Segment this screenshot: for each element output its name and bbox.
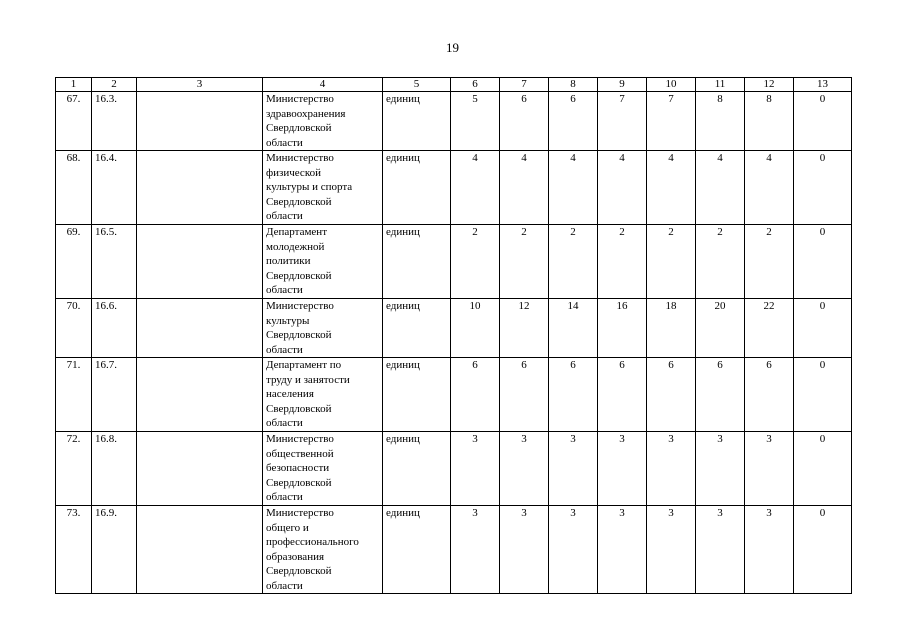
value-cell: 0	[794, 432, 852, 506]
column-header: 10	[647, 78, 696, 92]
row-number-cell: 72.	[56, 432, 92, 506]
value-cell: 2	[696, 225, 745, 299]
organization-cell: Министерство культуры Свердловской области	[263, 299, 383, 358]
column-header: 6	[451, 78, 500, 92]
row-number-cell: 68.	[56, 151, 92, 225]
value-cell: 3	[500, 432, 549, 506]
value-cell: 3	[598, 432, 647, 506]
organization-cell: Министерство общественной безопасности Свердловской области	[263, 432, 383, 506]
value-cell: 20	[696, 299, 745, 358]
value-cell: 22	[745, 299, 794, 358]
table-row	[56, 432, 852, 506]
value-cell: 5	[451, 92, 500, 151]
organization-cell: Министерство общего и профессионального образования Свердловской области	[263, 506, 383, 594]
table-row	[56, 225, 852, 299]
value-cell: 3	[598, 506, 647, 594]
unit-cell: единиц	[383, 151, 451, 225]
value-cell: 4	[451, 151, 500, 225]
value-cell: 0	[794, 151, 852, 225]
value-cell: 0	[794, 358, 852, 432]
value-cell: 7	[598, 92, 647, 151]
table-row	[56, 358, 852, 432]
value-cell: 2	[451, 225, 500, 299]
table-row	[56, 92, 852, 151]
value-cell: 2	[549, 225, 598, 299]
column-header: 12	[745, 78, 794, 92]
row-code-cell: 16.4.	[92, 151, 137, 225]
unit-cell: единиц	[383, 358, 451, 432]
value-cell: 12	[500, 299, 549, 358]
value-cell: 3	[451, 506, 500, 594]
page-number: 19	[446, 40, 459, 55]
value-cell: 6	[598, 358, 647, 432]
table-row	[56, 151, 852, 225]
column-header: 2	[92, 78, 137, 92]
value-cell: 3	[745, 432, 794, 506]
indicator-cell	[137, 225, 263, 299]
unit-cell: единиц	[383, 432, 451, 506]
column-header: 3	[137, 78, 263, 92]
column-header: 9	[598, 78, 647, 92]
value-cell: 3	[500, 506, 549, 594]
value-cell: 7	[647, 92, 696, 151]
value-cell: 4	[745, 151, 794, 225]
value-cell: 3	[696, 432, 745, 506]
value-cell: 4	[647, 151, 696, 225]
value-cell: 0	[794, 506, 852, 594]
unit-cell: единиц	[383, 225, 451, 299]
value-cell: 3	[696, 506, 745, 594]
value-cell: 4	[696, 151, 745, 225]
row-code-cell: 16.9.	[92, 506, 137, 594]
value-cell: 6	[696, 358, 745, 432]
value-cell: 14	[549, 299, 598, 358]
value-cell: 3	[745, 506, 794, 594]
value-cell: 16	[598, 299, 647, 358]
row-code-cell: 16.7.	[92, 358, 137, 432]
value-cell: 0	[794, 225, 852, 299]
row-number-cell: 71.	[56, 358, 92, 432]
value-cell: 2	[647, 225, 696, 299]
unit-cell: единиц	[383, 299, 451, 358]
column-header: 4	[263, 78, 383, 92]
indicator-cell	[137, 358, 263, 432]
value-cell: 18	[647, 299, 696, 358]
row-number-cell: 73.	[56, 506, 92, 594]
value-cell: 3	[647, 506, 696, 594]
value-cell: 6	[451, 358, 500, 432]
column-header: 1	[56, 78, 92, 92]
organization-cell: Департамент молодежной политики Свердловской области	[263, 225, 383, 299]
value-cell: 3	[549, 432, 598, 506]
value-cell: 0	[794, 299, 852, 358]
value-cell: 6	[745, 358, 794, 432]
value-cell: 3	[549, 506, 598, 594]
indicator-cell	[137, 506, 263, 594]
organization-cell: Департамент по труду и занятости населения Свердловской области	[263, 358, 383, 432]
value-cell: 6	[500, 92, 549, 151]
value-cell: 6	[549, 358, 598, 432]
indicator-cell	[137, 432, 263, 506]
unit-cell: единиц	[383, 92, 451, 151]
value-cell: 6	[549, 92, 598, 151]
value-cell: 6	[500, 358, 549, 432]
table-row	[56, 299, 852, 358]
value-cell: 0	[794, 92, 852, 151]
value-cell: 4	[549, 151, 598, 225]
indicator-cell	[137, 299, 263, 358]
organization-cell: Министерство здравоохранения Свердловской области	[263, 92, 383, 151]
row-number-cell: 69.	[56, 225, 92, 299]
column-header: 13	[794, 78, 852, 92]
indicator-cell	[137, 151, 263, 225]
row-code-cell: 16.3.	[92, 92, 137, 151]
value-cell: 2	[598, 225, 647, 299]
unit-cell: единиц	[383, 506, 451, 594]
value-cell: 6	[647, 358, 696, 432]
column-number-header-row	[56, 78, 852, 92]
value-cell: 3	[451, 432, 500, 506]
row-code-cell: 16.8.	[92, 432, 137, 506]
row-code-cell: 16.5.	[92, 225, 137, 299]
column-header: 5	[383, 78, 451, 92]
value-cell: 8	[696, 92, 745, 151]
table-body	[56, 92, 852, 594]
value-cell: 2	[745, 225, 794, 299]
value-cell: 3	[647, 432, 696, 506]
column-header: 11	[696, 78, 745, 92]
row-code-cell: 16.6.	[92, 299, 137, 358]
value-cell: 2	[500, 225, 549, 299]
row-number-cell: 67.	[56, 92, 92, 151]
value-cell: 8	[745, 92, 794, 151]
indicator-cell	[137, 92, 263, 151]
column-header: 8	[549, 78, 598, 92]
column-header: 7	[500, 78, 549, 92]
row-number-cell: 70.	[56, 299, 92, 358]
organization-cell: Министерство физической культуры и спорта Свердловской области	[263, 151, 383, 225]
value-cell: 4	[500, 151, 549, 225]
value-cell: 10	[451, 299, 500, 358]
indicators-table	[55, 77, 852, 594]
value-cell: 4	[598, 151, 647, 225]
table-row	[56, 506, 852, 594]
